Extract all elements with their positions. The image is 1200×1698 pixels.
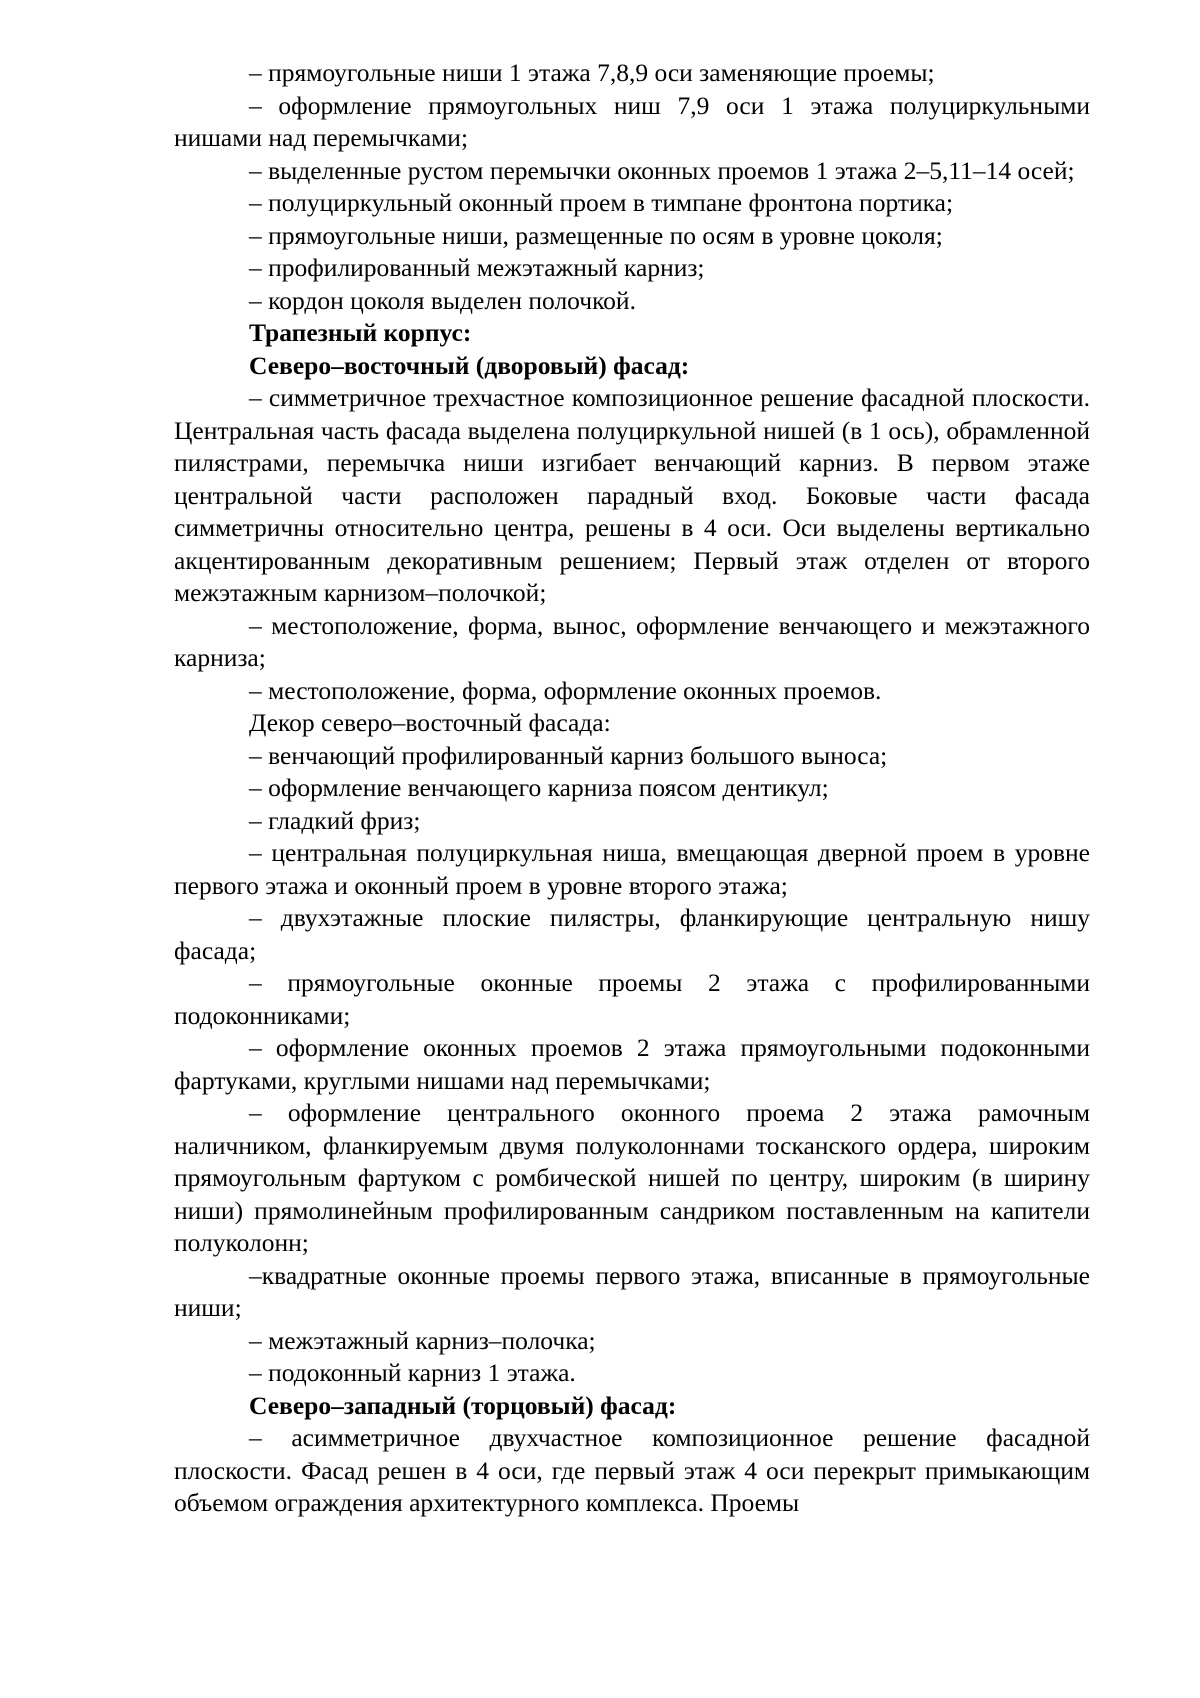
list-item: – оформление венчающего карниза поясом дентикул;	[249, 773, 829, 802]
list-item: – двухэтажные плоские пилястры, фланкирующие центральную нишу фасада;	[174, 903, 1090, 965]
list-item: – оформление оконных проемов 2 этажа прямоугольными подоконными фартуками, круглыми нишами над перемычками;	[174, 1033, 1090, 1095]
subsection-heading: Северо–западный (торцовый) фасад:	[249, 1390, 677, 1420]
body-paragraph: – симметричное трехчастное композиционное решение фасадной плоскости. Центральная часть фасада выделена полуциркульной нишей (в 1 ось), обрамленной пилястрами, перемычка ниши изгибает венчающий карниз. В первом этаже центральной части расположен парадный вход. Боковые части фасада симметричны относительно центра, решены в 4 оси. Оси выделены вертикально акцентированным декоративным решением; Первый этаж отделен от второго межэтажным карнизом–полочкой;	[174, 383, 1090, 607]
list-item: – местоположение, форма, вынос, оформление венчающего и межэтажного карниза;	[174, 610, 1090, 672]
list-item: – выделенные рустом перемычки оконных проемов 1 этажа 2–5,11–14 осей;	[249, 155, 1075, 185]
list-item: – местоположение, форма, оформление оконных проемов.	[249, 675, 882, 705]
list-item: – подоконный карниз 1 этажа.	[249, 1358, 576, 1387]
subsection-heading: Северо–восточный (дворовый) фасад:	[249, 350, 690, 380]
list-item: – прямоугольные оконные проемы 2 этажа с профилированными подоконниками;	[174, 968, 1090, 1030]
body-paragraph: – асимметричное двухчастное композиционное решение фасадной плоскости. Фасад решен в 4 оси, где первый этаж 4 оси перекрыт примыкающим объемом ограждения архитектурного комплекса. Проемы	[174, 1423, 1090, 1517]
list-item: – венчающий профилированный карниз большого выноса;	[249, 740, 888, 770]
document-page	[174, 57, 1090, 1520]
list-item: – кордон цоколя выделен полочкой.	[249, 285, 636, 315]
list-item: – прямоугольные ниши, размещенные по осям в уровне цоколя;	[249, 220, 943, 250]
section-heading: Трапезный корпус:	[249, 318, 472, 347]
decor-intro: Декор северо–восточный фасада:	[249, 708, 611, 737]
list-item: –квадратные оконные проемы первого этажа, вписанные в прямоугольные ниши;	[174, 1260, 1090, 1322]
list-item: – профилированный межэтажный карниз;	[249, 253, 705, 282]
list-item: – оформление центрального оконного проема 2 этажа рамочным наличником, фланкируемым двумя полуколоннами тосканского ордера, широким прямоугольным фартуком с ромбической нишей по центру, широким (в ширину ниши) прямолинейным профилированным сандриком поставленным на капители полуколонн;	[174, 1098, 1090, 1257]
list-item: – гладкий фриз;	[249, 805, 421, 835]
list-item: – прямоугольные ниши 1 этажа 7,8,9 оси заменяющие проемы;	[249, 58, 935, 87]
list-item: – полуциркульный оконный проем в тимпане фронтона портика;	[249, 188, 954, 217]
list-item: – оформление прямоугольных ниш 7,9 оси 1 этажа полуциркульными нишами над перемычками;	[174, 90, 1090, 152]
list-item: – центральная полуциркульная ниша, вмещающая дверной проем в уровне первого этажа и оконный проем в уровне второго этажа;	[174, 838, 1090, 900]
list-item: – межэтажный карниз–полочка;	[249, 1325, 596, 1355]
